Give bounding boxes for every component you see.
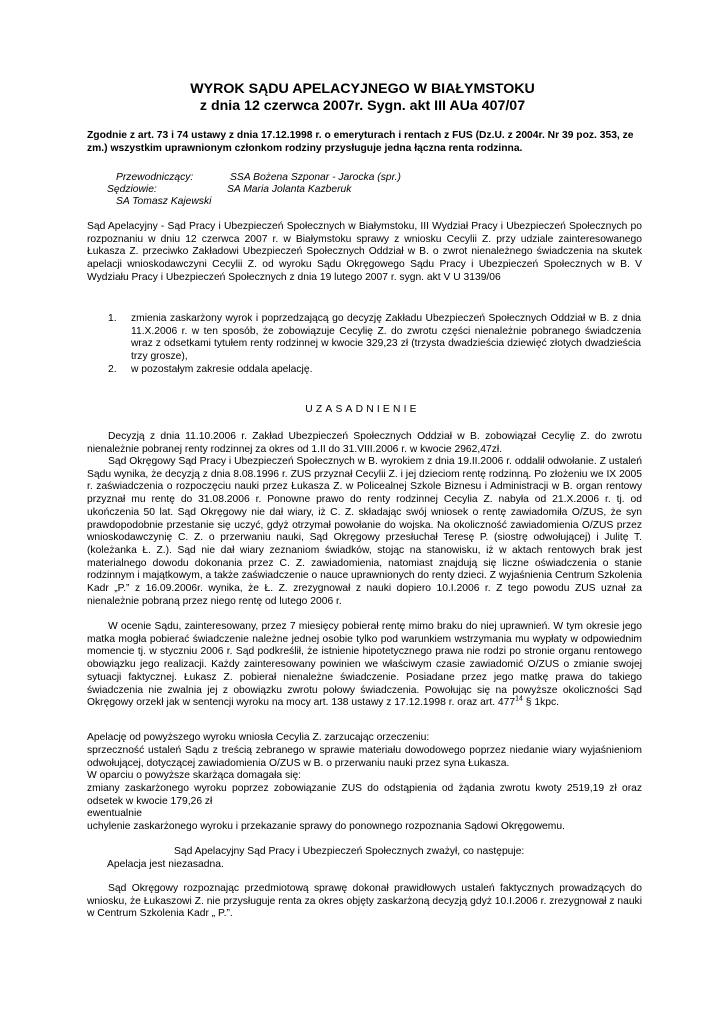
ruling-item-text: zmienia zaskarżony wyrok i poprzedzającą go decyzję Zakładu Ubezpieczeń Społecznych Oddział w B. z dnia 11.X.2006 r. w ten sposób, że zobowiązuje Cecylię Z. do zwrotu części nienależnie pobranego świadczenia wraz z odsetkami tytułem renty rodzinnej w kwocie 329,23 zł (trzysta dwadzieścia dziewięć złotych dwadzieścia trzy grosze), [131,313,641,362]
article-superscript: 14 [515,695,523,703]
presiding-label: Przewodniczący: [116,172,194,183]
appeal-request-intro: W oparciu o powyższe skarżąca domagała się: [87,770,302,781]
ruling-item [87,364,642,378]
intro-paragraph: Sąd Apelacyjny - Sąd Pracy i Ubezpieczeń Społecznych w Białymstoku, III Wydział Pracy i Ubezpieczeń Społecznych po rozpoznaniu w dniu 12 czerwca 2007 r. w Białymstoku sprawy z wniosku Cecylii Z. przy udziale zainteresowanego Łukasza Z. przeciwko Zakładowi Ubezpieczeń Społecznych Oddział w B. o zwrot nienależnego świadczenia na skutek apelacji wnioskodawczyni Cecylii Z. od wyroku Sądu Okręgowego Sądu Pracy i Ubezpieczeń Społecznych w B. V Wydziału Pracy i Ubezpieczeń Społecznych z dnia 19 lutego 2007 r. sygn. akt V U 3139/06 [87,221,642,283]
judgment-title: WYROK SĄDU APELACYJNEGO W BIAŁYMSTOKU [190,81,535,97]
appeal-request-1: zmiany zaskarżonego wyroku poprzez zobowiązanie ZUS do odstąpienia od żądania zwrotu kwoty 2519,19 zł oraz odsetek w kwocie 179,26 zł [87,783,642,807]
presiding-name: SSA Bożena Szponar - Jarocka (spr.) [230,172,401,183]
thesis-paragraph: Zgodnie z art. 73 i 74 ustawy z dnia 17.12.1998 r. o emeryturach i rentach z FUS (Dz.U. z 2004r. Nr 39 poz. 353, ze zm.) wszystkim uprawnionym członkom rodziny przysługuje jedna łączna renta rodzinna. [87,130,634,154]
appeal-request-alternative: ewentualnie [87,808,142,819]
appeal-intro: Apelację od powyższego wyroku wniosła Cecylia Z. zarzucając orzeczeniu: [87,732,430,743]
judges-label: Sędziowie: [107,184,157,195]
final-paragraph: Sąd Okręgowy rozpoznając przedmiotową sprawę dokonał prawidłowych ustaleń faktycznych prowadzących do wniosku, że Łukaszowi Z. nie przysługuje renta za okres objęty zaskarżoną decyzją gdyż 10.I.2006 r. zrezygnował z nauki w Centrum Szkolenia Kadr „ P.”. [87,883,642,920]
ruling-item-number: 2. [108,364,117,375]
justification-paragraph-3 [87,621,642,710]
justification-paragraph-1: Decyzją z dnia 11.10.2006 r. Zakład Ubezpieczeń Społecznych Oddział w B. zobowiązał Cecylię Z. do zwrotu nienależnie pobranej renty rodzinnej za okres od 1.II do 31.VIII.2006 r. w kwocie 2962,47zł. [87,431,642,455]
paragraph-3-ending: § 1kpc. [522,697,559,709]
judge-name-2: SA Tomasz Kajewski [116,196,212,207]
judgment-date-signature: z dnia 12 czerwca 2007r. Sygn. akt III AUa 407/07 [199,98,526,114]
judge-name-1: SA Maria Jolanta Kazberuk [227,184,352,195]
ruling-item [87,313,642,365]
court-weighed-line: Sąd Apelacyjny Sąd Pracy i Ubezpieczeń Społecznych zważył, co następuje: [174,846,525,857]
justification-heading: UZASADNIENIE [305,404,420,415]
appeal-request-2: uchylenie zaskarżonego wyroku i przekazanie sprawy do ponownego rozpoznania Sądowi Okręgowemu. [87,821,565,832]
justification-paragraph-2: Sąd Okręgowy Sąd Pracy i Ubezpieczeń Społecznych w B. wyrokiem z dnia 19.II.2006 r. oddalił odwołanie. Z ustaleń Sądu wynika, że decyzją z dnia 8.08.1996 r. ZUS przyznał Cecylii Z. i jej dzieciom rentę rodzinną. Po złożeniu we IX 2005 r. zaświadczenia o rozpoczęciu nauki przez Łukasza Z. w Policealnej Szkole Biznesu i Administracji w B. organ rentowy przyznał mu rentę do 31.08.2006 r. Ponowne prawo do renty rodzinnej Cecylia Z. nabyła od 21.X.2006 r. tj. od ukończenia 50 lat. Sąd Okręgowy nie dał wiary, iż C. Z. składając swój wniosek o rentę zawiadomiła O/ZUS, że syn prawdopodobnie przestanie się uczyć, gdyż otrzymał powołanie do wojska. Na okoliczność zawiadomienia O/ZUS przez wnioskodawczynię C. Z. o przerwaniu nauki, Sąd Okręgowy przesłuchał Teresę P. (siostrę odwołującej) i Julitę T. (koleżanka Ł. Z.). Sąd nie dał wiary zeznaniom świadków, stojąc na stanowisku, iż w aktach rentowych brak jest materialnego dowodu dokonania przez C. Z. zawiadomienia, natomiast znajdują się liczne oświadczenia o stanie rodzinnym i majątkowym, a także zaświadczenie o nauce uprawnionych do renty dzieci. Z wyjaśnienia Centrum Szkolenia Kadr „P.” z 16.09.2006r. wynika, że Ł. Z. zrezygnował z nauki dopiero 10.I.2006 r. Z tego powodu ZUS uznał za nienależnie pobraną przez niego rentę od lutego 2006 r. [87,456,642,607]
ruling-item-number: 1. [108,313,117,324]
ruling-item-text: w pozostałym zakresie oddala apelację. [131,364,313,375]
appeal-verdict-line: Apelacja jest niezasadna. [107,859,224,870]
appeal-claim: sprzeczność ustaleń Sądu z treścią zebranego w sprawie materiału dowodowego poprzez niedanie wiary wyjaśnieniom odwołującej, dotyczącej zawiadomienia O/ZUS w B. o przerwaniu nauki przez syna Łukasza. [87,745,642,769]
paragraph-3-text: W ocenie Sądu, zainteresowany, przez 7 miesięcy pobierał rentę mimo braku do niej uprawnień. W tym okresie jego matka mogła pobierać świadczenie należne jednej osobie tylko pod warunkiem wstrzymania mu wypłaty w odpowiednim momencie tj. w styczniu 2006 r. Sąd podkreślił, że istnienie hipotetycznego prawa nie rodzi po stronie organu rentowego obowiązku jego realizacji. Każdy zainteresowany powinien we właściwym czasie zawiadomić O/ZUS o zmianie swojej sytuacji faktycznej. Łukasz Z. pobierał nienależne świadczenie. Posiadane przez jego matkę prawa do takiego świadczenia nie zwalnia jej z obowiązku zwrotu połowy świadczenia. Powołując się na powyższe okoliczności Sąd Okręgowy orzekł jak w sentencji wyroku na mocy art. 138 ustawy z 17.12.1998 r. oraz art. 477 [87,621,642,709]
